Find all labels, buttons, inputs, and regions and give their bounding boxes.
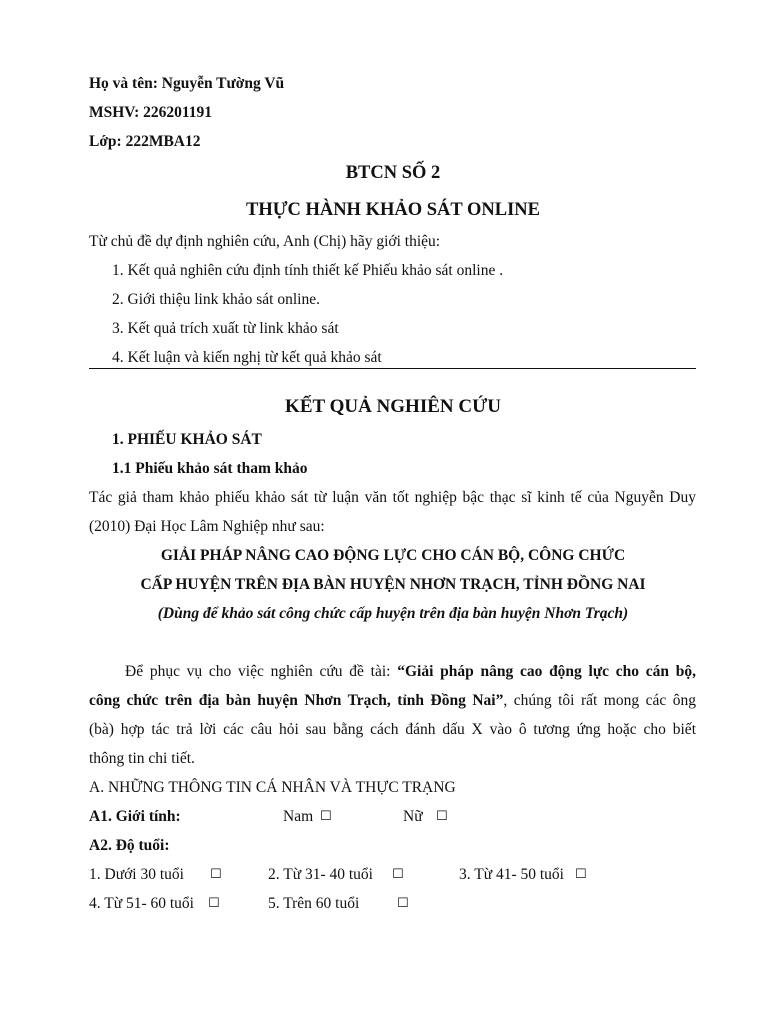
paragraph-line: (2010) Đại Học Lâm Nghiệp như sau: xyxy=(89,518,325,535)
survey-intro-line: (bà) hợp tác trả lời các câu hỏi sau bằng cách đánh dấu X vào ô tương ứng hoặc cho biết xyxy=(89,721,696,738)
intro-topic: “Giải pháp nâng cao động lực cho cán bộ, xyxy=(397,663,696,680)
female-checkbox[interactable]: ☐ xyxy=(436,809,448,824)
intro-text: , chúng tôi rất mong các ông xyxy=(503,692,696,709)
paragraph-line: Tác giả tham khảo phiếu khảo sát từ luận văn tốt nghiệp bậc thạc sĩ kinh tế của Nguyễn Duy xyxy=(89,489,696,506)
option-male-label: Nam xyxy=(283,808,314,825)
assignment-title: BTCN SỐ 2 xyxy=(345,163,441,183)
survey-intro-line xyxy=(125,662,696,682)
class-label: Lớp: 222MBA12 xyxy=(89,133,201,150)
male-checkbox[interactable]: ☐ xyxy=(320,809,332,824)
subsection-heading: 1.1 Phiếu khảo sát tham khảo xyxy=(112,460,308,477)
survey-title: CẤP HUYỆN TRÊN ĐỊA BÀN HUYỆN NHƠN TRẠCH, TỈNH ĐỒNG NAI xyxy=(140,576,646,593)
age-over-60-checkbox[interactable]: ☐ xyxy=(397,896,409,911)
assignment-item: 3. Kết quả trích xuất từ link khảo sát xyxy=(112,320,339,337)
option-female-label: Nữ xyxy=(403,808,423,825)
intro-topic: công chức trên địa bàn huyện Nhơn Trạch, tỉnh Đồng Nai” xyxy=(89,692,504,709)
age-51-60-checkbox[interactable]: ☐ xyxy=(208,896,220,911)
section-a-heading: A. NHỮNG THÔNG TIN CÁ NHÂN VÀ THỰC TRẠNG xyxy=(89,779,456,796)
assignment-item: 4. Kết luận và kiến nghị từ kết quả khảo sát xyxy=(112,349,382,366)
age-label: A2. Độ tuổi: xyxy=(89,837,170,854)
assignment-subtitle: THỰC HÀNH KHẢO SÁT ONLINE xyxy=(246,200,540,220)
age-under-30-checkbox[interactable]: ☐ xyxy=(210,867,222,882)
student-name: Họ và tên: Nguyễn Tường Vũ xyxy=(89,75,285,92)
survey-subtitle: (Dùng để khảo sát công chức cấp huyện trên địa bàn huyện Nhơn Trạch) xyxy=(157,605,629,622)
assignment-item: 1. Kết quả nghiên cứu định tính thiết kế Phiếu khảo sát online . xyxy=(112,262,504,279)
gender-label: A1. Giới tính: xyxy=(89,808,181,825)
age-option-label: 1. Dưới 30 tuổi xyxy=(89,866,184,883)
age-option-label: 3. Từ 41- 50 tuổi xyxy=(459,866,564,883)
age-option-label: 4. Từ 51- 60 tuổi xyxy=(89,895,194,912)
section-heading: 1. PHIẾU KHẢO SÁT xyxy=(112,431,262,448)
age-41-50-checkbox[interactable]: ☐ xyxy=(575,867,587,882)
survey-intro-line: thông tin chi tiết. xyxy=(89,750,195,767)
assignment-intro: Từ chủ đề dự định nghiên cứu, Anh (Chị) hãy giới thiệu: xyxy=(89,233,441,250)
age-option-label: 2. Từ 31- 40 tuổi xyxy=(268,866,373,883)
intro-text: Để phục vụ cho việc nghiên cứu đề tài: xyxy=(125,663,398,680)
survey-intro-line xyxy=(89,691,696,711)
student-id: MSHV: 226201191 xyxy=(89,104,213,121)
age-31-40-checkbox[interactable]: ☐ xyxy=(392,867,404,882)
assignment-item: 2. Giới thiệu link khảo sát online. xyxy=(112,291,320,308)
age-option-label: 5. Trên 60 tuổi xyxy=(268,895,360,912)
survey-title: GIẢI PHÁP NÂNG CAO ĐỘNG LỰC CHO CÁN BỘ, CÔNG CHỨC xyxy=(160,547,626,564)
section-divider xyxy=(89,368,696,369)
results-heading: KẾT QUẢ NGHIÊN CỨU xyxy=(285,396,501,417)
